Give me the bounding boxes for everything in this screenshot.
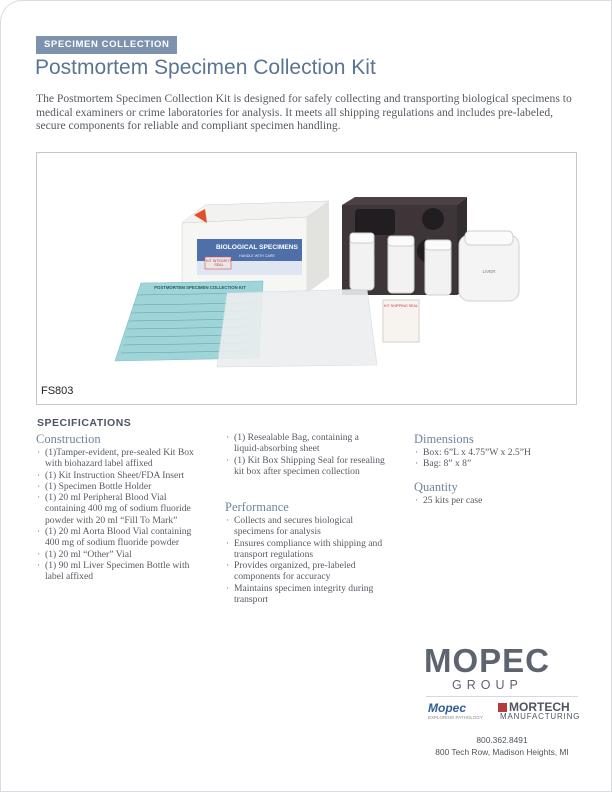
logo-wordmark: MOPEC — [424, 642, 551, 679]
packet-label: KIT SHIPPING SEAL — [384, 304, 418, 308]
list-item: · Provides organized, pre-labeled components for accuracy — [225, 560, 385, 583]
list-item: · (1) 20 ml “Other” Vial — [36, 549, 204, 560]
performance-list — [225, 515, 385, 605]
performance-title: Performance — [225, 500, 289, 514]
construction-continued — [225, 432, 385, 477]
intro-paragraph: The Postmortem Specimen Collection Kit is designed for safely collecting and transporting biological specimens to medical examiners or crime laboratories for analysis. It meets all shipping regulations and includes pre-labeled, secure components for reliable and compliant specimen handling. — [36, 92, 572, 133]
construction-list — [36, 447, 204, 583]
product-code: FS803 — [41, 385, 74, 397]
sheet-title: POSTMORTEM SPECIMEN COLLECTION KIT — [154, 285, 246, 290]
construction-section — [36, 432, 204, 583]
box-label: BIOLOGICAL SPECIMENS — [216, 244, 298, 251]
brand-mopec-tagline: EXPLORING PATHOLOGY — [428, 715, 483, 720]
dimensions-list — [414, 447, 579, 470]
list-item: · Ensures compliance with shipping and transport regulations — [225, 538, 385, 561]
construction-list-continued — [225, 432, 385, 477]
list-item: · (1) 20 ml Aorta Blood Vial containing 400 mg of sodium fluoride powder — [36, 526, 204, 549]
quantity-title: Quantity — [414, 480, 458, 494]
phone-number: 800.362.8491 — [476, 735, 528, 745]
list-item: · 25 kits per case — [414, 495, 579, 506]
specifications-heading: SPECIFICATIONS — [37, 417, 132, 429]
list-item: · (1) Resealable Bag, containing a liquid-absorbing sheet — [225, 432, 385, 455]
quantity-list — [414, 495, 579, 506]
brand-mortech-name: MORTECH — [509, 700, 570, 714]
contact-info — [424, 734, 580, 758]
list-item: · Box: 6”L x 4.75”W x 2.5”H — [414, 447, 579, 458]
page-title: Postmortem Specimen Collection Kit — [35, 56, 376, 79]
quantity-section — [414, 480, 579, 506]
vial-label: LIVER — [482, 269, 496, 274]
product-photo — [36, 152, 577, 405]
brand-mortech-sub: MANUFACTURING — [500, 712, 581, 721]
list-item: · (1) 20 ml Peripheral Blood Vial containing 400 mg of sodium fluoride powder with 20 ml “Fill To Mark” — [36, 492, 204, 526]
performance-section — [225, 500, 385, 605]
list-item: · (1) Specimen Bottle Holder — [36, 481, 204, 492]
construction-title: Construction — [36, 432, 101, 446]
list-item: · (1)Tamper-evident, pre-sealed Kit Box with biohazard label affixed — [36, 447, 204, 470]
list-item: · (1) Kit Instruction Sheet/FDA Insert — [36, 470, 204, 481]
category-tag: SPECIMEN COLLECTION — [36, 36, 177, 54]
box-sublabel: HANDLE WITH CARE — [239, 254, 275, 258]
logo-subtitle: GROUP — [452, 678, 523, 692]
list-item: · (1) Kit Box Shipping Seal for resealing kit box after specimen collection — [225, 455, 385, 478]
mortech-mark-icon — [498, 703, 507, 712]
resealable-bag — [217, 289, 377, 367]
list-item: · Maintains specimen integrity during transport — [225, 583, 385, 606]
brand-mopec: Mopec — [428, 701, 467, 715]
list-item: · Collects and secures biological specimens for analysis — [225, 515, 385, 538]
logo-divider — [426, 696, 578, 697]
list-item: · (1) 90 ml Liver Specimen Bottle with label affixed — [36, 560, 204, 583]
address: 800 Tech Row, Madison Heights, MI — [435, 747, 569, 757]
dimensions-section — [414, 432, 579, 470]
dimensions-title: Dimensions — [414, 432, 474, 446]
box-seal-label: KIT INTEGRITY SEAL — [206, 259, 232, 267]
kit-illustration — [37, 153, 576, 404]
list-item: · Bag: 8” x 8” — [414, 458, 579, 469]
